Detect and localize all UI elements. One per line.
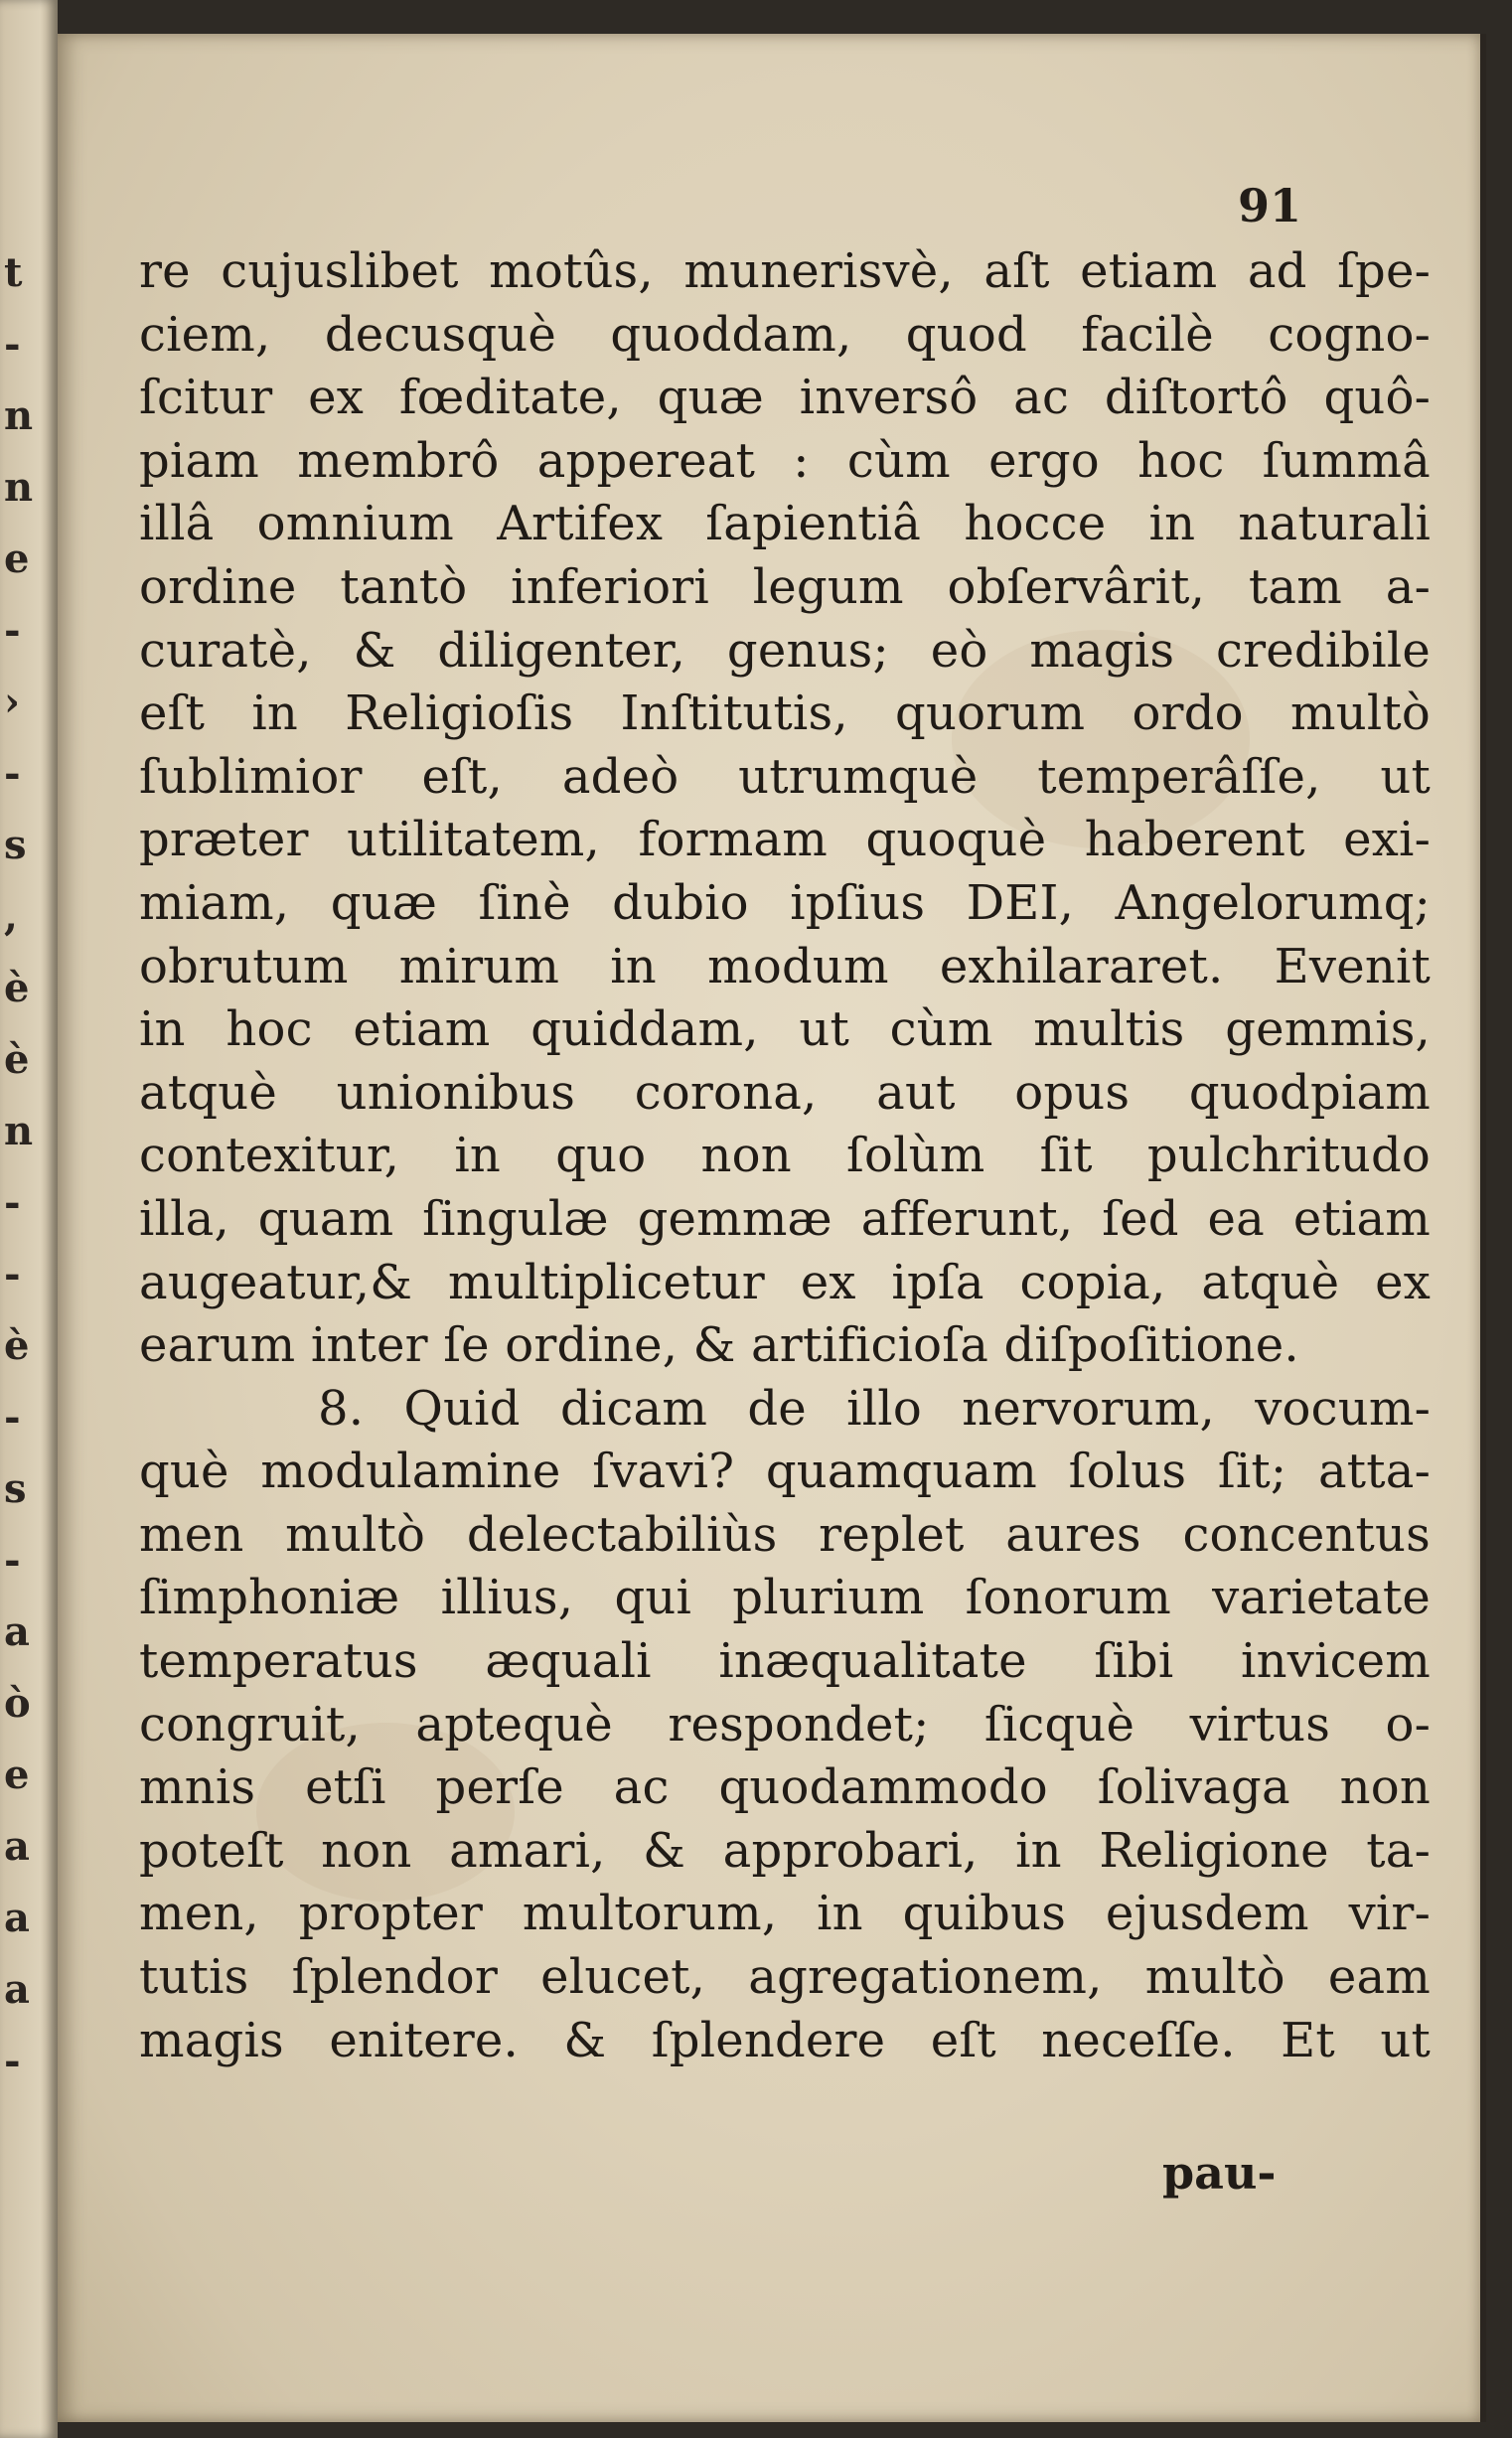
book-page <box>58 34 1486 2422</box>
facing-page-edge <box>0 0 58 2438</box>
text-line: ſimphoniæ illius, qui plurium ſonorum varietate <box>139 1570 1431 1626</box>
facing-page-fragment: a <box>4 1608 30 1655</box>
text-line: ciem, decusquè quoddam, quod facilè cogno- <box>139 306 1431 363</box>
facing-page-fragment: a <box>4 1895 30 1941</box>
text-line: magis enitere. & ſplendere eſt neceſſe. Et ut <box>139 2012 1431 2068</box>
text-line: in hoc etiam quiddam, ut cùm multis gemmis, <box>139 1001 1431 1058</box>
facing-page-fragment: - <box>4 321 21 368</box>
facing-page-fragment: - <box>4 1251 21 1297</box>
facing-page-fragment: n <box>4 392 34 439</box>
body-text <box>139 240 1431 2072</box>
facing-page-fragment: n <box>4 464 34 511</box>
facing-page-fragment: s <box>4 1465 27 1512</box>
facing-page-fragment: › <box>4 679 20 725</box>
text-line: præter utilitatem, formam quoquè haberent exi- <box>139 812 1431 868</box>
text-line: earum inter ſe ordine, & artificioſa diſpoſitione. <box>139 1317 1299 1374</box>
text-line: temperatus æquali inæqualitate ſibi invicem <box>139 1633 1431 1690</box>
text-line: illa, quam ſingulæ gemmæ afferunt, ſed ea etiam <box>139 1190 1431 1247</box>
text-line: re cujuslibet motûs, munerisvè, aſt etiam ad ſpe- <box>139 243 1431 299</box>
text-line: contexitur, in quo non ſolùm ſit pulchritudo <box>139 1128 1431 1184</box>
facing-page-fragment: , <box>4 893 18 940</box>
facing-page-fragment: s <box>4 822 27 868</box>
facing-page-fragment: - <box>4 2038 21 2084</box>
text-line: congruit, aptequè respondet; ſicquè virtus o- <box>139 1696 1431 1752</box>
facing-page-fragment: è <box>4 1036 30 1083</box>
text-line: poteſt non amari, & approbari, in Religione ta- <box>139 1822 1431 1879</box>
catchword: pau- <box>1162 2146 1277 2200</box>
text-line: eſt in Religioſis Inſtitutis, quorum ordo multò <box>139 686 1431 742</box>
facing-page-fragment: e <box>4 1752 30 1798</box>
text-line: miam, quæ ſinè dubio ipſius DEI, Angelorumq; <box>139 874 1431 931</box>
facing-page-fragment: è <box>4 1322 30 1369</box>
facing-page-fragment: a <box>4 1966 30 2013</box>
facing-page-fragment: - <box>4 750 21 797</box>
text-line: què modulamine ſvavi? quamquam ſolus ſit; atta- <box>139 1444 1431 1500</box>
text-line: piam membrô appereat : cùm ergo hoc ſummâ <box>139 432 1431 489</box>
page-number: 91 <box>1238 179 1302 232</box>
facing-page-fragment: - <box>4 1394 21 1441</box>
text-line: illâ omnium Artifex ſapientiâ hocce in naturali <box>139 496 1431 552</box>
text-line: 8. Quid dicam de illo nervorum, vocum- <box>318 1380 1431 1437</box>
text-line: mnis etſi perſe ac quodammodo ſolivaga non <box>139 1759 1431 1816</box>
text-line: ſublimior eſt, adeò utrumquè temperâſſe, ut <box>139 748 1431 805</box>
facing-page-fragment: - <box>4 607 21 654</box>
facing-page-fragment: t <box>4 249 23 296</box>
text-line: augeatur,& multiplicetur ex ipſa copia, atquè ex <box>139 1254 1431 1310</box>
text-line: ſcitur ex fœditate, quæ inversô ac diſtortô quô- <box>139 370 1431 426</box>
text-line: men multò delectabiliùs replet aures concentus <box>139 1506 1431 1563</box>
facing-page-fragment: è <box>4 965 30 1011</box>
text-line: obrutum mirum in modum exhilararet. Evenit <box>139 938 1431 994</box>
text-line: tutis ſplendor elucet, agregationem, multò eam <box>139 1949 1431 2006</box>
facing-page-fragment: n <box>4 1108 34 1154</box>
text-line: curatè, & diligenter, genus; eò magis credibile <box>139 622 1431 679</box>
facing-page-fragment: e <box>4 535 30 582</box>
facing-page-fragment: - <box>4 1179 21 1226</box>
text-line: men, propter multorum, in quibus ejusdem vir- <box>139 1886 1431 1942</box>
facing-page-fragment: - <box>4 1537 21 1584</box>
text-line: atquè unionibus corona, aut opus quodpiam <box>139 1064 1431 1121</box>
text-line: ordine tantò inferiori legum obſervârit, tam a- <box>139 558 1431 615</box>
facing-page-fragment: ò <box>4 1680 31 1727</box>
facing-page-fragment: a <box>4 1823 30 1870</box>
